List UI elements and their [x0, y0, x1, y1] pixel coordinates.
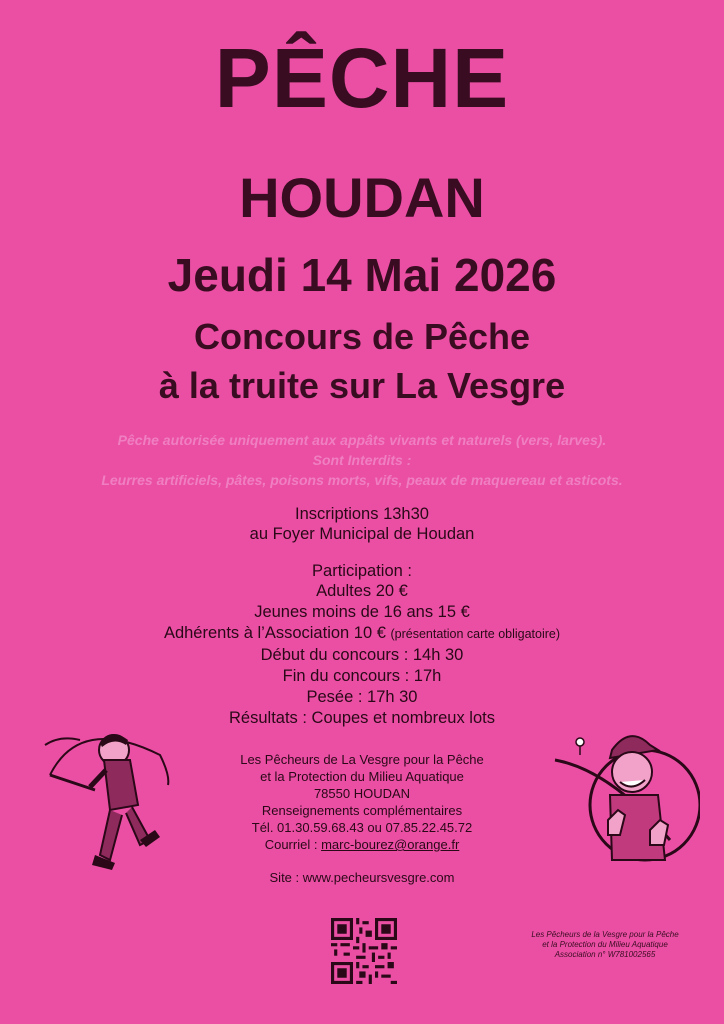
poster-date: Jeudi 14 Mai 2026 — [167, 249, 557, 301]
website-link[interactable]: Site : www.pecheursvesgre.com — [269, 870, 455, 885]
price-members-label: Adhérents à l’Association 10 € — [163, 624, 386, 642]
price-members-note: (présentation carte obligatoire) — [390, 627, 561, 641]
end-time: Fin du concours : 17h — [282, 667, 442, 685]
price-youth: Jeunes moins de 16 ans 15 € — [254, 603, 470, 621]
assoc-phone: Tél. 01.30.59.68.43 ou 07.85.22.45.72 — [251, 820, 473, 835]
start-time: Début du concours : 14h 30 — [260, 646, 464, 664]
legal-line2: et la Protection du Milieu Aquatique — [542, 940, 668, 949]
rules-line1: Pêche autorisée uniquement aux appâts vivants et naturels (vers, larves). — [117, 432, 607, 448]
rules-line3: Leurres artificiels, pâtes, poisons morts, vifs, peaux de maquereau et asticots. — [101, 472, 623, 488]
qr-code-icon[interactable] — [331, 918, 397, 984]
weigh-time: Pesée : 17h 30 — [306, 688, 418, 706]
assoc-line3: 78550 HOUDAN — [313, 786, 411, 801]
email-label: Courriel : — [264, 837, 318, 852]
assoc-line1: Les Pêcheurs de La Vesgre pour la Pêche — [240, 752, 484, 767]
price-adults: Adultes 20 € — [316, 582, 408, 600]
poster-subtitle-line1: Concours de Pêche — [193, 316, 531, 357]
cartoon-fisherman-thumbs-up-icon — [550, 720, 700, 870]
assoc-line2: et la Protection du Milieu Aquatique — [260, 769, 464, 784]
registration-time: Inscriptions 13h30 — [295, 505, 429, 523]
rules-line2: Sont Interdits : — [312, 452, 412, 468]
poster-location: HOUDAN — [239, 166, 485, 229]
assoc-line4: Renseignements complémentaires — [261, 803, 463, 818]
legal-line1: Les Pêcheurs de la Vesgre pour la Pêche — [531, 930, 679, 939]
poster-title: PÊCHE — [214, 31, 510, 125]
registration-place: au Foyer Municipal de Houdan — [249, 525, 475, 543]
legal-line3: Association n° W781002565 — [554, 950, 656, 959]
legal-notice — [500, 930, 710, 960]
email-link[interactable]: marc-bourez@orange.fr — [321, 837, 460, 852]
price-members — [0, 624, 724, 643]
cartoon-fisherman-icon — [40, 715, 180, 885]
poster-subtitle-line2: à la truite sur La Vesgre — [158, 365, 566, 406]
results: Résultats : Coupes et nombreux lots — [229, 709, 495, 727]
participation-heading: Participation : — [312, 562, 412, 580]
